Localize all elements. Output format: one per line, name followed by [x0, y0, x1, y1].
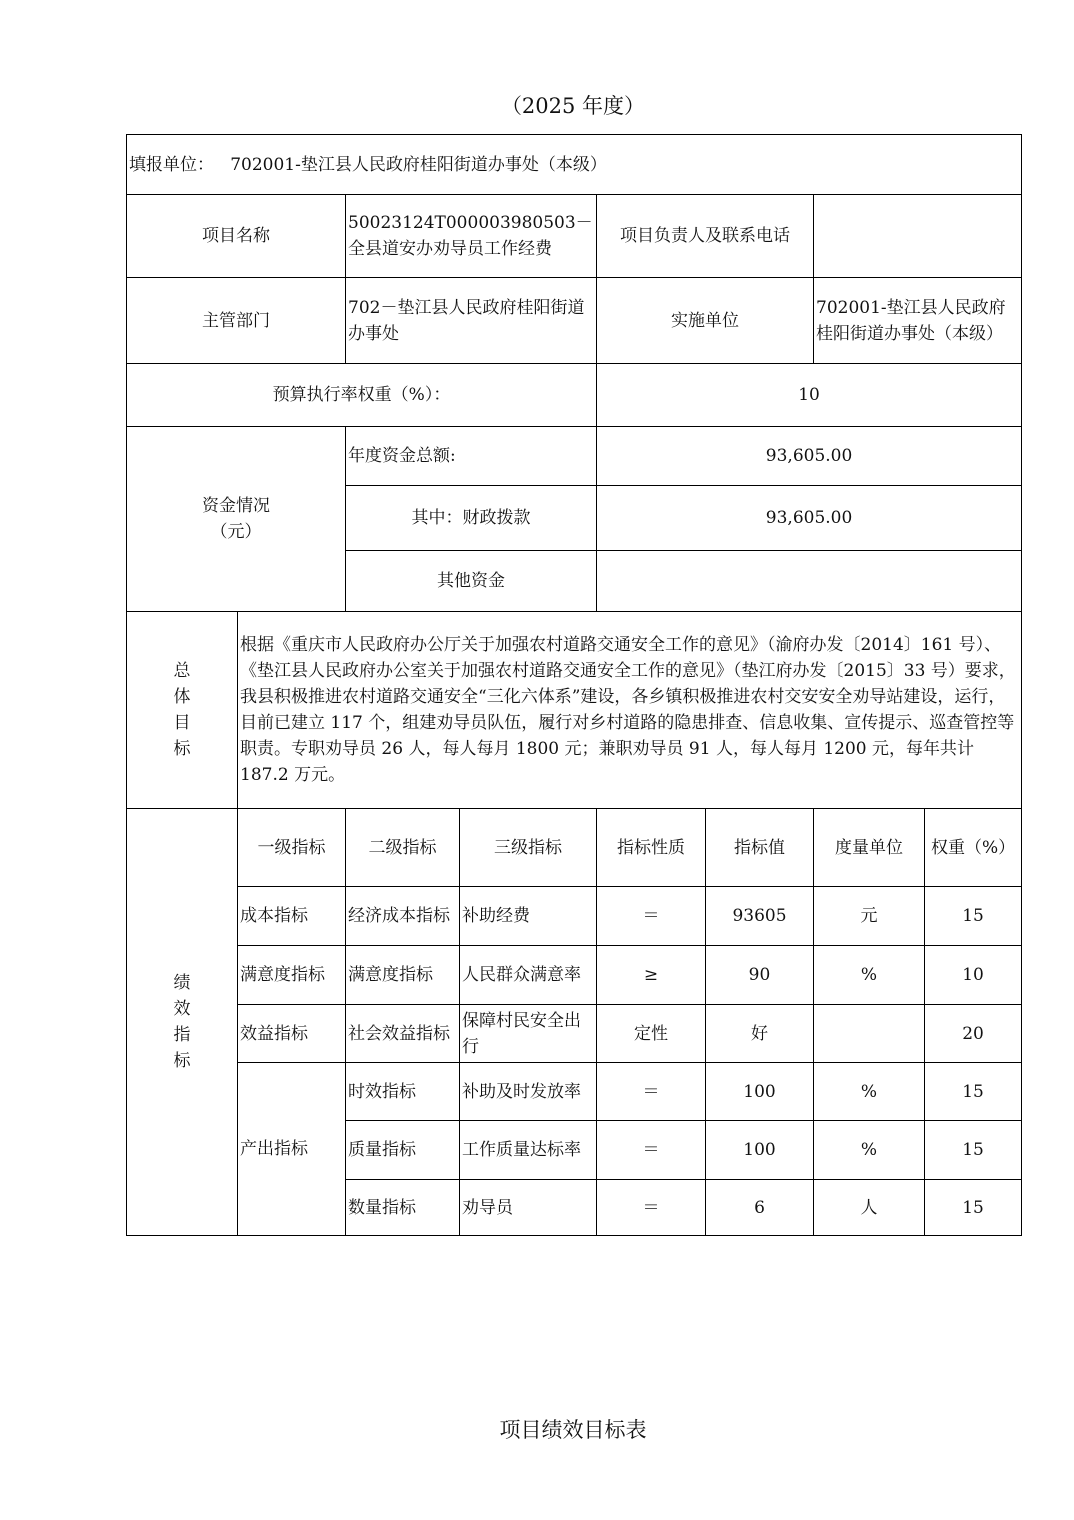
unit-label: 填报单位： — [129, 154, 214, 175]
level3-cell: 劝导员 — [460, 1180, 597, 1236]
dept-label: 主管部门 — [127, 278, 346, 364]
budget-rate-value: 10 — [597, 364, 1022, 427]
value-cell: 93605 — [706, 887, 814, 946]
funds-total-label: 年度资金总额: — [346, 427, 597, 486]
level3-cell: 工作质量达标率 — [460, 1121, 597, 1180]
value-cell: 好 — [706, 1005, 814, 1063]
value-cell: 90 — [706, 946, 814, 1005]
level3-cell: 补助及时发放率 — [460, 1063, 597, 1121]
nature-cell: ≥ — [597, 946, 706, 1005]
document-title: 项目绩效目标表 — [499, 1418, 647, 1442]
unit-row — [127, 135, 1022, 195]
weight-cell: 15 — [925, 1063, 1022, 1121]
indicators-label — [127, 809, 238, 1236]
indicators-label-char: 指 — [173, 1025, 191, 1045]
project-name-label: 项目名称 — [127, 195, 346, 278]
value-cell: 100 — [706, 1121, 814, 1180]
funds-label-line2: （元） — [210, 522, 262, 542]
goal-label-char: 总 — [173, 661, 191, 681]
level1-cell: 成本指标 — [238, 887, 346, 946]
level2-cell: 社会效益指标 — [346, 1005, 460, 1063]
value-cell: 100 — [706, 1063, 814, 1121]
level2-cell: 经济成本指标 — [346, 887, 460, 946]
level3-cell: 补助经费 — [460, 887, 597, 946]
nature-cell: ＝ — [597, 1180, 706, 1236]
year-heading: （2025 年度） — [500, 94, 646, 118]
unit-cell: 元 — [814, 887, 925, 946]
unit-cell: 人 — [814, 1180, 925, 1236]
weight-cell: 20 — [925, 1005, 1022, 1063]
nature-cell: ＝ — [597, 1063, 706, 1121]
unit-cell: % — [814, 1063, 925, 1121]
header-weight: 权重（%） — [925, 809, 1022, 887]
project-contact-value — [814, 195, 1022, 278]
level2-cell: 满意度指标 — [346, 946, 460, 1005]
header-nature: 指标性质 — [597, 809, 706, 887]
header-level3: 三级指标 — [460, 809, 597, 887]
level3-cell: 人民群众满意率 — [460, 946, 597, 1005]
table-row — [127, 1005, 1022, 1063]
level2-cell: 数量指标 — [346, 1180, 460, 1236]
unit-cell: % — [814, 1121, 925, 1180]
nature-cell: ＝ — [597, 1121, 706, 1180]
weight-cell: 10 — [925, 946, 1022, 1005]
funds-label — [127, 427, 346, 612]
overall-goal-text: 根据《重庆市人民政府办公厅关于加强农村道路交通安全工作的意见》（渝府办发〔2014〕161 号）、《垫江县人民政府办公室关于加强农村道路交通安全工作的意见》（垫江府办发〔2015〕33 号）要求，我县积极推进农村道路交通安全“三化六体系”建设，各乡镇积极推进农村交安安全劝导站建设，运行，目前已建立 117 个，组建劝导员队伍，履行对乡村道路的隐患排查、信息收集、宣传提示、巡查管控等职责。专职劝导员 26 人，每人每月 1800 元；兼职劝导员 91 人，每人每月 1200 元，每年共计 187.2 万元。 — [238, 612, 1022, 809]
header-level2: 二级指标 — [346, 809, 460, 887]
header-value: 指标值 — [706, 809, 814, 887]
overall-goal-label — [127, 612, 238, 809]
funds-label-line1: 资金情况 — [202, 496, 270, 516]
funds-other-label: 其他资金 — [346, 551, 597, 612]
level1-cell: 满意度指标 — [238, 946, 346, 1005]
unit-value: 702001-垫江县人民政府桂阳街道办事处（本级） — [230, 154, 607, 175]
impl-unit-label: 实施单位 — [597, 278, 814, 364]
unit-cell: % — [814, 946, 925, 1005]
funds-fiscal-value: 93,605.00 — [597, 486, 1022, 551]
funds-other-value — [597, 551, 1022, 612]
unit-cell — [814, 1005, 925, 1063]
nature-cell: 定性 — [597, 1005, 706, 1063]
table-row — [127, 1063, 1022, 1121]
nature-cell: ＝ — [597, 887, 706, 946]
weight-cell: 15 — [925, 1121, 1022, 1180]
performance-goal-table — [126, 134, 1022, 1236]
level2-cell: 时效指标 — [346, 1063, 460, 1121]
level1-cell: 产出指标 — [238, 1063, 346, 1236]
weight-cell: 15 — [925, 1180, 1022, 1236]
table-row — [127, 946, 1022, 1005]
header-level1: 一级指标 — [238, 809, 346, 887]
level2-cell: 质量指标 — [346, 1121, 460, 1180]
project-name-value: 50023124T000003980503－全县道安办劝导员工作经费 — [346, 195, 597, 278]
level1-cell: 效益指标 — [238, 1005, 346, 1063]
level3-cell: 保障村民安全出行 — [460, 1005, 597, 1063]
goal-label-char: 体 — [173, 687, 191, 707]
goal-label-char: 标 — [173, 739, 191, 759]
indicators-label-char: 效 — [173, 999, 191, 1019]
table-row — [127, 887, 1022, 946]
indicators-label-char: 标 — [173, 1051, 191, 1071]
budget-rate-label: 预算执行率权重（%）： — [127, 364, 597, 427]
indicators-label-char: 绩 — [173, 973, 191, 993]
project-contact-label: 项目负责人及联系电话 — [597, 195, 814, 278]
header-unit: 度量单位 — [814, 809, 925, 887]
weight-cell: 15 — [925, 887, 1022, 946]
funds-total-value: 93,605.00 — [597, 427, 1022, 486]
dept-value: 702－垫江县人民政府桂阳街道办事处 — [346, 278, 597, 364]
value-cell: 6 — [706, 1180, 814, 1236]
goal-label-char: 目 — [173, 713, 191, 733]
impl-unit-value: 702001-垫江县人民政府桂阳街道办事处（本级） — [814, 278, 1022, 364]
funds-fiscal-label: 其中：财政拨款 — [346, 486, 597, 551]
